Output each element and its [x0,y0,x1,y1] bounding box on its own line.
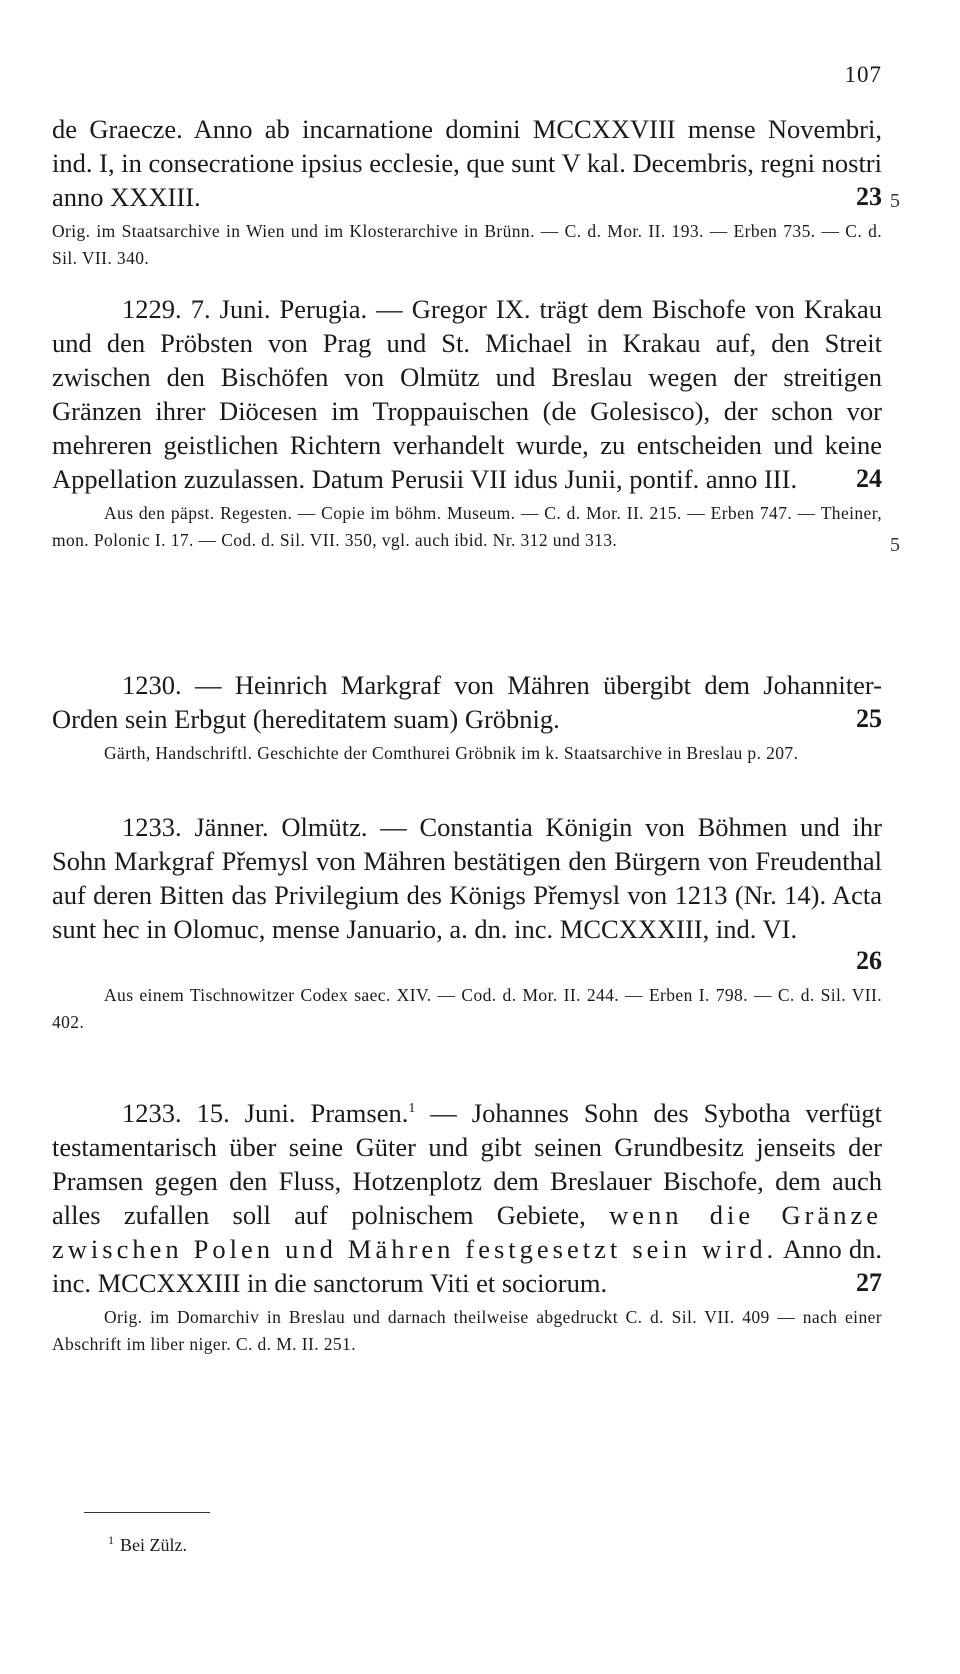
margin-mark: 5 [890,190,900,212]
entry-text: de Graecze. Anno ab incarnatione domini MCCXXVIII mense Novembri, ind. I, in consecratione ipsius ecclesie, que sunt V kal. Decembris, regni nostri anno XXXIII. [52,114,882,212]
footnote-divider [84,1512,210,1513]
entry-text: 1229. 7. Juni. Perugia. — Gregor IX. trägt dem Bischofe von Krakau und den Pröbsten von Prag und St. Michael in Krakau auf, den Streit zwischen den Bischöfen von Olmütz und Breslau wegen der streitigen Gränzen ihrer Diöcesen im Troppauischen (de Golesisco), der schon vor mehreren geistlichen Richtern verhandelt wurde, zu entscheiden und keine Appellation zuzulassen. Datum Perusii VII idus Junii, pontif. anno III. [52,294,882,494]
entry-number: 26 [856,946,882,975]
entry-source: Aus den päpst. Regesten. — Copie im böhm. Museum. — C. d. Mor. II. 215. — Erben 747. — Theiner, mon. Polonic I. 17. — Cod. d. Sil. VII. 350, vgl. auch ibid. Nr. 312 und 313. [52,503,882,550]
entry-number: 24 [856,464,882,493]
page-number: 107 [844,62,882,87]
footnote [108,1533,187,1556]
entry-source: Orig. im Staatsarchive in Wien und im Klosterarchive in Brünn. — C. d. Mor. II. 193. — Erben 735. — C. d. Sil. VII. 340. [52,221,882,268]
footnote-text: Bei Zülz. [120,1535,187,1555]
entry-text-part: 1233. 15. Juni. Pramsen. [122,1097,409,1128]
entry-source: Orig. im Domarchiv in Breslau und darnach theilweise abgedruckt C. d. Sil. VII. 409 — nach einer Abschrift im liber niger. C. d. M. II. 251. [52,1306,882,1354]
entry-number: 23 [856,182,882,211]
footnote-reference: 1 [408,1101,416,1116]
entry-source: Gärth, Handschriftl. Geschichte der Comthurei Gröbnik im k. Staatsarchive in Breslau p. 207. [104,743,799,763]
entry-number: 27 [856,1267,882,1297]
entry-text: 1233. Jänner. Olmütz. — Constantia Königin von Böhmen und ihr Sohn Markgraf Přemysl von Mähren bestätigen den Bürgern von Freudenthal auf deren Bitten das Privilegium des Königs Přemysl von 1213 (Nr. 14). Acta sunt hec in Olomuc, mense Januario, a. dn. inc. MCCXXXIII, ind. VI. [52,812,882,944]
entry-source: Aus einem Tischnowitzer Codex saec. XIV. — Cod. d. Mor. II. 244. — Erben I. 798. — C. d. Sil. VII. 402. [52,985,882,1032]
document-entry [52,112,882,272]
document-entry [52,668,882,767]
footnote-mark: 1 [108,1533,114,1547]
document-entry [52,1092,882,1358]
margin-mark: 5 [890,534,900,556]
document-entry [52,292,882,554]
entry-number: 25 [856,704,882,733]
entry-text-part: — Johannes Sohn des Sybotha verfügt testamentarisch über seine Güter und gibt seinen Grundbesitz jenseits der Pramsen gegen den Fluss, Hotzenplotz dem Breslauer Bischofe, dem auch alles zufallen soll auf polnischem Gebiete, [52,1097,882,1230]
document-entry [52,810,882,1036]
document-page [52,0,900,1674]
entry-text-part: Anno dn. inc. MCCXXXIII in die sanctorum Viti et sociorum. [52,1233,882,1298]
emphasized-text: wenn die Gränze zwischen Polen und Mähren festgesetzt sein wird. [52,1199,882,1264]
entry-text: 1230. — Heinrich Markgraf von Mähren übergibt dem Johanniter-Orden sein Erbgut (hereditatem suam) Gröbnig. [52,670,882,734]
